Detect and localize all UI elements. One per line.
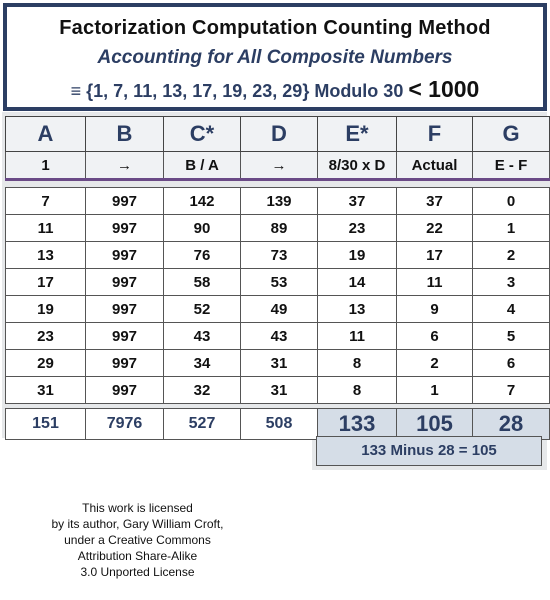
column-header-cell: B: [86, 117, 164, 152]
separator-row: [6, 180, 550, 188]
table-row-cell: 6: [473, 350, 550, 377]
table-row-cell: 11: [397, 269, 473, 296]
page-title: Factorization Computation Counting Method: [59, 17, 491, 39]
table-row-cell: 2: [397, 350, 473, 377]
table-row-cell: 34: [164, 350, 241, 377]
column-header-cell: G: [473, 117, 550, 152]
table-row-cell: 11: [6, 215, 86, 242]
table-row-cell: 5: [473, 323, 550, 350]
page-subtitle: Accounting for All Composite Numbers: [97, 47, 453, 68]
table-row-cell: 37: [318, 188, 397, 215]
title-box: [3, 3, 547, 111]
separator-row-cell: [164, 180, 241, 188]
totals-row-cell: 508: [241, 409, 318, 440]
column-header-cell: A: [6, 117, 86, 152]
table-row: [6, 215, 550, 242]
table-row-cell: 997: [86, 377, 164, 404]
table-row: [6, 323, 550, 350]
column-subheader-cell: →: [241, 152, 318, 180]
table-row-cell: 53: [241, 269, 318, 296]
table-row-cell: 997: [86, 350, 164, 377]
table-row: [6, 242, 550, 269]
table-row-cell: 22: [397, 215, 473, 242]
table-row-cell: 31: [6, 377, 86, 404]
table-row-cell: 3: [473, 269, 550, 296]
table-row-cell: 31: [241, 377, 318, 404]
table-row-cell: 23: [318, 215, 397, 242]
license-line: Attribution Share-Alike: [77, 549, 198, 563]
table-row-cell: 49: [241, 296, 318, 323]
totals-row-cell: 151: [6, 409, 86, 440]
table-row-cell: 7: [473, 377, 550, 404]
table-row-cell: 7: [6, 188, 86, 215]
license-text: [20, 500, 255, 580]
separator-row-cell: [397, 180, 473, 188]
table-row-cell: 31: [241, 350, 318, 377]
table-row-cell: 14: [318, 269, 397, 296]
table-row-cell: 997: [86, 296, 164, 323]
table-row-cell: 1: [397, 377, 473, 404]
table-row-cell: 32: [164, 377, 241, 404]
column-subheader: [6, 152, 550, 180]
table-row-cell: 2: [473, 242, 550, 269]
separator-row-cell: [318, 180, 397, 188]
totals-row-cell: 105: [397, 409, 473, 440]
license-line: by its author, Gary William Croft,: [51, 517, 224, 531]
column-header-cell: D: [241, 117, 318, 152]
table-row-cell: 52: [164, 296, 241, 323]
table-row-cell: 17: [397, 242, 473, 269]
column-subheader-cell: Actual: [397, 152, 473, 180]
table-row-cell: 90: [164, 215, 241, 242]
table-row-cell: 142: [164, 188, 241, 215]
license-line: This work is licensed: [82, 501, 193, 515]
table-row-cell: 4: [473, 296, 550, 323]
table-row-cell: 43: [241, 323, 318, 350]
column-subheader-cell: →: [86, 152, 164, 180]
table-row-cell: 29: [6, 350, 86, 377]
separator-row-cell: [473, 180, 550, 188]
separator-row-cell: [241, 180, 318, 188]
totals-row-cell: 133: [318, 409, 397, 440]
column-header-cell: C*: [164, 117, 241, 152]
column-subheader-cell: B / A: [164, 152, 241, 180]
column-subheader-cell: 8/30 x D: [318, 152, 397, 180]
table-row-cell: 6: [397, 323, 473, 350]
summary-box: 133 Minus 28 = 105: [316, 436, 542, 466]
factorization-table: [5, 116, 550, 440]
table-row-cell: 13: [318, 296, 397, 323]
table-row-cell: 997: [86, 323, 164, 350]
table-row-cell: 139: [241, 188, 318, 215]
table-row: [6, 188, 550, 215]
table-row-cell: 89: [241, 215, 318, 242]
table-row-cell: 997: [86, 242, 164, 269]
table-row-cell: 73: [241, 242, 318, 269]
table-row-cell: 19: [318, 242, 397, 269]
column-header-cell: F: [397, 117, 473, 152]
limit-text: < 1000: [408, 76, 480, 102]
table-row-cell: 997: [86, 269, 164, 296]
column-header-cell: E*: [318, 117, 397, 152]
table-row-cell: 8: [318, 377, 397, 404]
table-row-cell: 76: [164, 242, 241, 269]
totals-row: [6, 409, 550, 440]
table-row-cell: 43: [164, 323, 241, 350]
separator-row-cell: [6, 180, 86, 188]
totals-row-cell: 7976: [86, 409, 164, 440]
column-header: [6, 117, 550, 152]
table-row-cell: 23: [6, 323, 86, 350]
totals-row-cell: 527: [164, 409, 241, 440]
set-text: ≡ {1, 7, 11, 13, 17, 19, 23, 29} Modulo 30: [70, 81, 404, 101]
table-row-cell: 11: [318, 323, 397, 350]
table-row-cell: 19: [6, 296, 86, 323]
column-subheader-cell: 1: [6, 152, 86, 180]
license-line: under a Creative Commons: [64, 533, 211, 547]
table-row-cell: 1: [473, 215, 550, 242]
license-line: 3.0 Unported License: [80, 565, 195, 579]
table-row-cell: 13: [6, 242, 86, 269]
table-row: [6, 269, 550, 296]
table-row-cell: 0: [473, 188, 550, 215]
table-row-cell: 37: [397, 188, 473, 215]
table-row-cell: 997: [86, 215, 164, 242]
totals-row-cell: 28: [473, 409, 550, 440]
table-row-cell: 997: [86, 188, 164, 215]
table-row: [6, 296, 550, 323]
table-row-cell: 58: [164, 269, 241, 296]
separator-row-cell: [86, 180, 164, 188]
column-subheader-cell: E - F: [473, 152, 550, 180]
table-row-cell: 17: [6, 269, 86, 296]
modulo-set-line: [7, 76, 543, 103]
table-row: [6, 350, 550, 377]
table-row: [6, 377, 550, 404]
table-row-cell: 8: [318, 350, 397, 377]
table-row-cell: 9: [397, 296, 473, 323]
